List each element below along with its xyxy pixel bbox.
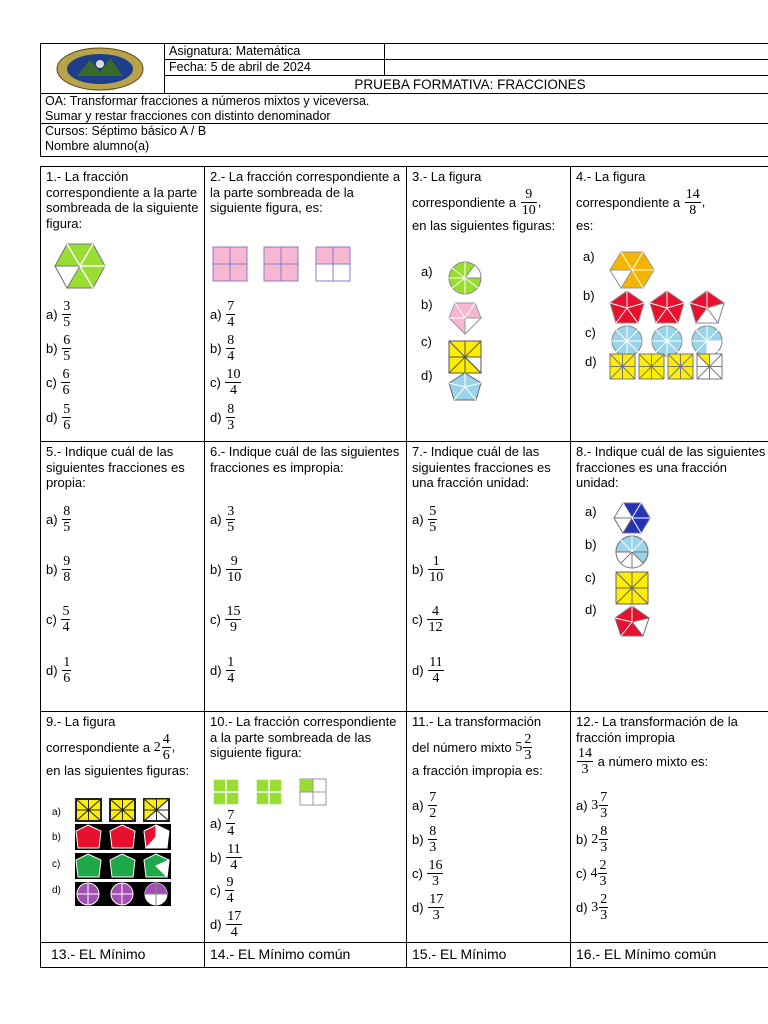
- header-table: [40, 43, 768, 157]
- q7-option-a[interactable]: a) $\frac{5}{5}$: [412, 504, 437, 535]
- q10-figure: [212, 778, 332, 806]
- q3-option-a[interactable]: a): [421, 264, 433, 279]
- question-13-text: 13.- EL Mínimo: [51, 946, 146, 962]
- question-2: [205, 167, 407, 442]
- q8-option-c[interactable]: c): [585, 570, 596, 585]
- question-4: 4.- La figura correspondiente a $\frac{14}{8}$ , es: a) b) c) d): [571, 167, 768, 442]
- question-12: 12.- La transformación de la fracción impropia $\frac{14}{3}$ a número mixto es: a) 3 $\frac{7}{3}$ b) 2 $\frac{8}{3}$ c) 4 $\frac{2}{3}$ d) 3 $\frac{2}{3}$: [571, 712, 768, 943]
- q12-option-d[interactable]: d) 3 $\frac{2}{3}$: [576, 892, 608, 923]
- student-name-label: Nombre alumno(a): [45, 138, 150, 153]
- question-grid: [40, 166, 768, 968]
- question-7-text: 7.- Indique cuál de las siguientes fracciones es una fracción unidad:: [412, 444, 551, 490]
- q5-option-b[interactable]: b) $\frac{9}{8}$: [46, 554, 71, 585]
- q6-option-d[interactable]: d) $\frac{1}{4}$: [210, 655, 235, 686]
- q1-option-a[interactable]: a) $\frac{3}{5}$: [46, 299, 71, 330]
- question-14: [205, 943, 407, 967]
- hexagon-figure: [54, 243, 106, 289]
- q3-option-d[interactable]: d): [421, 368, 433, 383]
- q8-option-b[interactable]: b): [585, 537, 597, 552]
- q4-option-d[interactable]: d): [585, 354, 597, 369]
- q7-option-d[interactable]: d) $\frac{11}{4}$: [412, 655, 443, 686]
- page-title: PRUEBA FORMATIVA: FRACCIONES: [354, 77, 586, 92]
- q12-option-c[interactable]: c) 4 $\frac{2}{3}$: [576, 858, 607, 889]
- q6-option-b[interactable]: b) $\frac{9}{10}$: [210, 554, 242, 585]
- oa-row: [41, 94, 768, 124]
- q10-option-b[interactable]: b) $\frac{11}{4}$: [210, 842, 241, 873]
- q8-option-d[interactable]: d): [585, 602, 597, 617]
- q9-option-d[interactable]: d): [52, 885, 61, 896]
- q12-option-b[interactable]: b) 2 $\frac{8}{3}$: [576, 824, 608, 855]
- q4-figures: [609, 251, 729, 381]
- question-9-text-after: en las siguientes figuras:: [46, 762, 190, 778]
- question-1-text: 1.- La fracción correspondiente a la parte sombreada de la siguiente figura:: [46, 169, 199, 231]
- q3-figures: [447, 261, 483, 401]
- question-15: [407, 943, 571, 967]
- question-5: [41, 442, 205, 712]
- q5-option-a[interactable]: a) $\frac{8}{5}$: [46, 504, 71, 535]
- q1-option-c[interactable]: c) $\frac{6}{6}$: [46, 367, 70, 398]
- question-6: [205, 442, 407, 712]
- q11-option-a[interactable]: a) $\frac{7}{2}$: [412, 790, 437, 821]
- q7-option-c[interactable]: c) $\frac{4}{12}$: [412, 604, 443, 635]
- q8-figures: [613, 502, 653, 637]
- q8-option-a[interactable]: a): [585, 504, 597, 519]
- question-16-text: 16.- EL Mínimo común: [576, 946, 717, 962]
- q6-option-a[interactable]: a) $\frac{3}{5}$: [210, 504, 235, 535]
- q11-option-c[interactable]: c) $\frac{16}{3}$: [412, 858, 443, 889]
- question-2-text: 2.- La fracción correspondiente a la parte sombreada de la siguiente figura, es:: [210, 169, 401, 215]
- question-11: 11.- La transformación del número mixto 5 $\frac{2}{3}$ a fracción impropia es: a) $\frac{7}{2}$ b) $\frac{8}{3}$ c) $\frac{16}{3}$ d) $\frac{17}{3}$: [407, 712, 571, 943]
- subject-label: Asignatura: Matemática: [169, 44, 301, 58]
- date-row: [165, 60, 768, 76]
- question-3-text-after: en las siguientes figuras:: [412, 217, 556, 233]
- question-8: [571, 442, 768, 712]
- courses-label: Cursos: Séptimo básico A / B: [45, 124, 207, 138]
- squares-figure: [212, 246, 352, 282]
- q2-option-b[interactable]: b) $\frac{8}{4}$: [210, 333, 235, 364]
- q12-option-a[interactable]: a) 3 $\frac{7}{3}$: [576, 790, 608, 821]
- subject-row: [165, 44, 768, 60]
- q4-option-a[interactable]: a): [583, 249, 595, 264]
- q11-option-d[interactable]: d) $\frac{17}{3}$: [412, 892, 444, 923]
- question-3: 3.- La figura correspondiente a $\frac{9}{10}$ , en las siguientes figuras: a) b) c) d): [407, 167, 571, 442]
- question-3-text: 3.- La figura: [412, 169, 482, 184]
- question-13: [41, 943, 205, 967]
- question-14-text: 14.- EL Mínimo común: [210, 946, 351, 962]
- question-1: [41, 167, 205, 442]
- q4-option-b[interactable]: b): [583, 288, 595, 303]
- q5-option-d[interactable]: d) $\frac{1}{6}$: [46, 655, 71, 686]
- q9-option-c[interactable]: c): [52, 859, 61, 870]
- q2-option-a[interactable]: a) $\frac{7}{4}$: [210, 299, 235, 330]
- q10-option-c[interactable]: c) $\frac{9}{4}$: [210, 875, 234, 906]
- question-9-text: 9.- La figura: [46, 714, 116, 729]
- q6-option-c[interactable]: c) $\frac{15}{9}$: [210, 604, 241, 635]
- q2-option-c[interactable]: c) $\frac{10}{4}$: [210, 367, 241, 398]
- question-6-text: 6.- Indique cuál de las siguientes fracciones es impropia:: [210, 444, 400, 475]
- q10-option-d[interactable]: d) $\frac{17}{4}$: [210, 909, 242, 940]
- question-4-text-after: es:: [576, 217, 594, 233]
- q11-option-b[interactable]: b) $\frac{8}{3}$: [412, 824, 437, 855]
- question-9: 9.- La figura correspondiente a 2 $\frac{4}{6}$ , en las siguientes figuras: a) b) c) d): [41, 712, 205, 943]
- question-12-text: 12.- La transformación de la fracción impropia: [576, 714, 738, 745]
- question-10-text: 10.- La fracción correspondiente a la parte sombreada de las siguiente figura:: [210, 714, 397, 760]
- q10-option-a[interactable]: a) $\frac{7}{4}$: [210, 808, 235, 839]
- question-11-text-after: a fracción impropia es:: [412, 762, 543, 778]
- question-15-text: 15.- EL Mínimo: [412, 946, 507, 962]
- school-logo: [41, 44, 165, 94]
- question-10: [205, 712, 407, 943]
- q2-option-d[interactable]: d) $\frac{8}{3}$: [210, 402, 235, 433]
- oa-line-2: Sumar y restar fracciones con distinto denominador: [45, 108, 331, 123]
- date-label: Fecha: 5 de abril de 2024: [169, 60, 311, 74]
- q1-option-b[interactable]: b) $\frac{6}{5}$: [46, 333, 71, 364]
- question-11-text: 11.- La transformación: [412, 714, 542, 729]
- question-16: [571, 943, 768, 967]
- question-8-text: 8.- Indique cuál de las siguientes fracciones es una fracción unidad:: [576, 444, 766, 490]
- q3-option-b[interactable]: b): [421, 297, 433, 312]
- course-row: [41, 124, 768, 156]
- q9-option-b[interactable]: b): [52, 832, 61, 843]
- q9-figures: [75, 798, 175, 908]
- q7-option-b[interactable]: b) $\frac{1}{10}$: [412, 554, 444, 585]
- q4-option-c[interactable]: c): [585, 325, 596, 340]
- question-7: [407, 442, 571, 712]
- oa-line-1: OA: Transformar fracciones a números mixtos y viceversa.: [45, 94, 370, 108]
- q1-option-d[interactable]: d) $\frac{5}{6}$: [46, 402, 71, 433]
- q5-option-c[interactable]: c) $\frac{5}{4}$: [46, 604, 70, 635]
- question-4-text: 4.- La figura: [576, 169, 646, 184]
- question-5-text: 5.- Indique cuál de las siguientes fracciones es propia:: [46, 444, 185, 490]
- title-row: [165, 76, 768, 94]
- q3-option-c[interactable]: c): [421, 334, 432, 349]
- q9-option-a[interactable]: a): [52, 807, 61, 818]
